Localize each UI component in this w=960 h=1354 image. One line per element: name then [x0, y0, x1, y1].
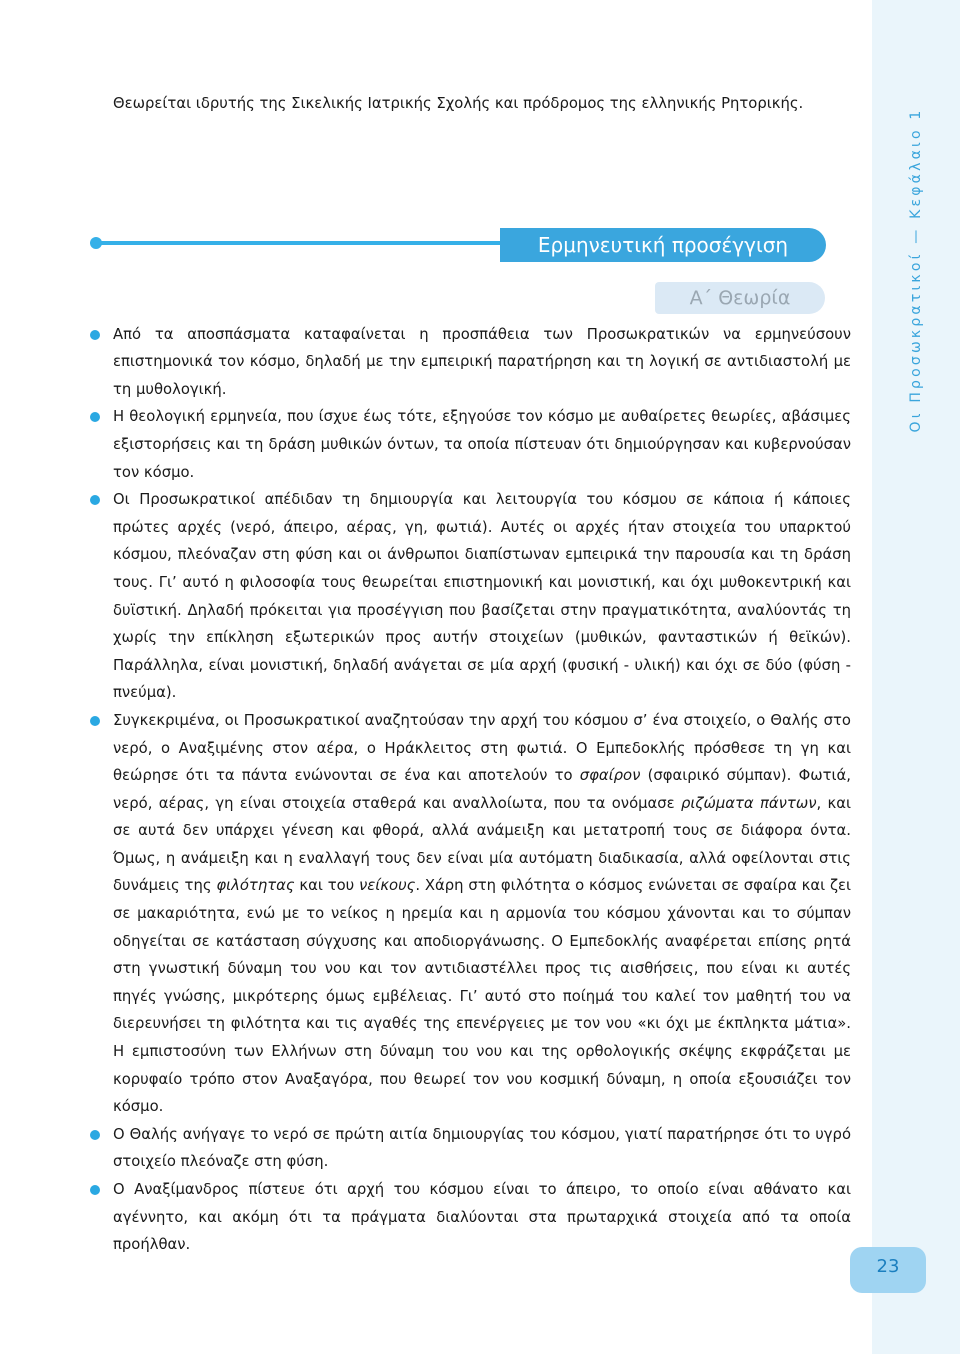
running-title: Οι Προσωκρατικοί — Κεφάλαιο 1	[908, 107, 924, 433]
bullet-dot-icon	[90, 412, 100, 422]
page-content	[95, 90, 851, 1259]
bullet-dot-icon	[90, 330, 100, 340]
bullet-text: Ο Αναξίμανδρος πίστευε ότι αρχή του κόσμου είναι το άπειρο, το οποίο είναι αθάνατο και αγέννητο, και ακόμη ότι τα πράγματα διαλύονται στα πρωταρχικά στοιχεία από τα οποία προήλθαν.	[113, 1181, 851, 1254]
bullet-text: . Χάρη στη φιλότητα ο κόσμος ενώνεται σε σφαίρα και ζει σε μακαριότητα, ενώ με το νείκος η ηρεμία και η αρμονία του κόσμου χάνονται και το σύμπαν οδηγείται σε κατάσταση σύγχυσης και αποδιοργάνωσης. Ο Εμπεδοκλής αναφέρεται επίσης ρητά στη γνωστική δύναμη του νου και τον αντιδιαστέλλει προς τις αισθήσεις, που είναι κι αυτές πηγές γνώσης, μικρότερης όμως εμβέλειας. Γι’ αυτό στο ποίημά του καλεί τον μαθητή του να διερευνήσει τη φιλότητα και τις αγαθές της επενέργειες με τον νου «κι όχι με έκπληκτα μάτια». Η εμπιστοσύνη των Ελλήνων στη δύναμη του νου και της ορθολογικής σκέψης εκφράζεται με κορυφαίο τρόπο στον Αναξαγόρα, που θεωρεί τον νου κοσμική δύναμη, η οποία εξουσιάζει τον κόσμο.	[113, 877, 851, 1116]
italic-term: σφαίρον	[579, 767, 641, 785]
bullet-list	[95, 321, 851, 1259]
bullet-item	[95, 486, 851, 707]
bullet-text: Από τα αποσπάσματα καταφαίνεται η προσπάθεια των Προσωκρατικών να ερμηνεύσουν επιστημονικά τον κόσμο, δηλαδή με την εμπειρική παρατήρηση και τη λογική σε αντιδιαστολή με τη μυθολογική.	[113, 325, 851, 398]
intro-paragraph: Θεωρείται ιδρυτής της Σικελικής Ιατρικής Σχολής και πρόδρομος της ελληνικής Ρητορικής.	[113, 95, 804, 112]
heading-rule-dot	[90, 237, 102, 249]
section-title: Ερμηνευτική προσέγγιση	[500, 228, 826, 262]
bullet-item	[95, 707, 851, 1121]
section-subtitle: Α΄ Θεωρία	[655, 282, 825, 314]
bullet-text: και του	[294, 877, 360, 895]
section-subheading	[95, 266, 851, 321]
bullet-item	[95, 321, 851, 404]
bullet-dot-icon	[90, 1185, 100, 1195]
page-number: 23	[876, 1256, 900, 1277]
bullet-item	[95, 403, 851, 486]
bullet-text: Ο Θαλής ανήγαγε το νερό σε πρώτη αιτία δημιουργίας του κόσμου, γιατί παρατήρησε ότι το υγρό στοιχείο πλεόναζε στη φύση.	[113, 1125, 851, 1171]
italic-term: ριζώματα πάντων	[681, 794, 817, 812]
bullet-dot-icon	[90, 1130, 100, 1140]
bullet-text: Συγκεκριμένα, οι Προσωκρατικοί αναζητούσαν την αρχή του κόσμου σ’ ένα στοιχείο, ο Θαλής στο νερό, ο Αναξιμένης στον αέρα, ο Ηράκλειτος στη φωτιά. Ο Εμπεδοκλής πρόσθεσε τη γη και θεώρησε ότι τα πάντα ενώνονται σε ένα και αποτελούν το	[113, 711, 851, 785]
bullet-text: , και σε αυτά δεν υπάρχει γένεση και φθορά, αλλά ανάμειξη και μετατροπή τους σε διάφορα όντα. Όμως, η ανάμειξη και η εναλλαγή τους δεν είναι μία αυτόματη διαδικασία, αλλά οφείλονται στις δυνάμεις της	[113, 794, 852, 895]
section-heading	[95, 118, 851, 266]
bullet-dot-icon	[90, 495, 100, 505]
italic-term: νείκους	[359, 877, 416, 895]
bullet-text: (σφαιρικό σύμπαν). Φωτιά, νερό, αέρας, γη είναι στοιχεία σταθερά και αναλλοίωτα, που τα ονόμασε	[113, 767, 851, 812]
bullet-item	[95, 1121, 851, 1176]
bullet-text: Οι Προσωκρατικοί απέδιδαν τη δημιουργία και λειτουργία του κόσμου σε κάποια ή κάποιες πρώτες αρχές (νερό, άπειρο, αέρας, γη, φωτιά). Αυτές οι αρχές ήταν στοιχεία του υπαρκτού κόσμου, πλεόναζαν στη φύση και οι άνθρωποι διαπίστωναν εμπειρικά την παρουσία και τη δράση τους. Γι’ αυτό η φιλοσοφία τους θεωρείται επιστημονική και μονιστική, και όχι μυθοκεντρική και δυϊστική. Δηλαδή πρόκειται για προσέγγιση που βασίζεται στην πραγματικότητα, αναλύοντάς τη χωρίς την επίκληση εξωτερικών προς αυτήν στοιχείων (μυθικών, φανταστικών ή θεϊκών). Παράλληλα, είναι μονιστική, δηλαδή ανάγεται σε μία αρχή (φυσική - υλική) και όχι σε δύο (φύση - πνεύμα).	[113, 491, 851, 702]
bullet-text: Η θεολογική ερμηνεία, που ίσχυε έως τότε, εξηγούσε τον κόσμο με αυθαίρετες θεωρίες, αβάσιμες εξιστορήσεις και τη δράση μυθικών όντων, τα οποία πίστευαν ότι δημιούργησαν και κυβερνούσαν τον κόσμο.	[113, 408, 851, 481]
bullet-item	[95, 1176, 851, 1259]
bullet-dot-icon	[90, 716, 100, 726]
italic-term: φιλότητας	[216, 877, 295, 895]
